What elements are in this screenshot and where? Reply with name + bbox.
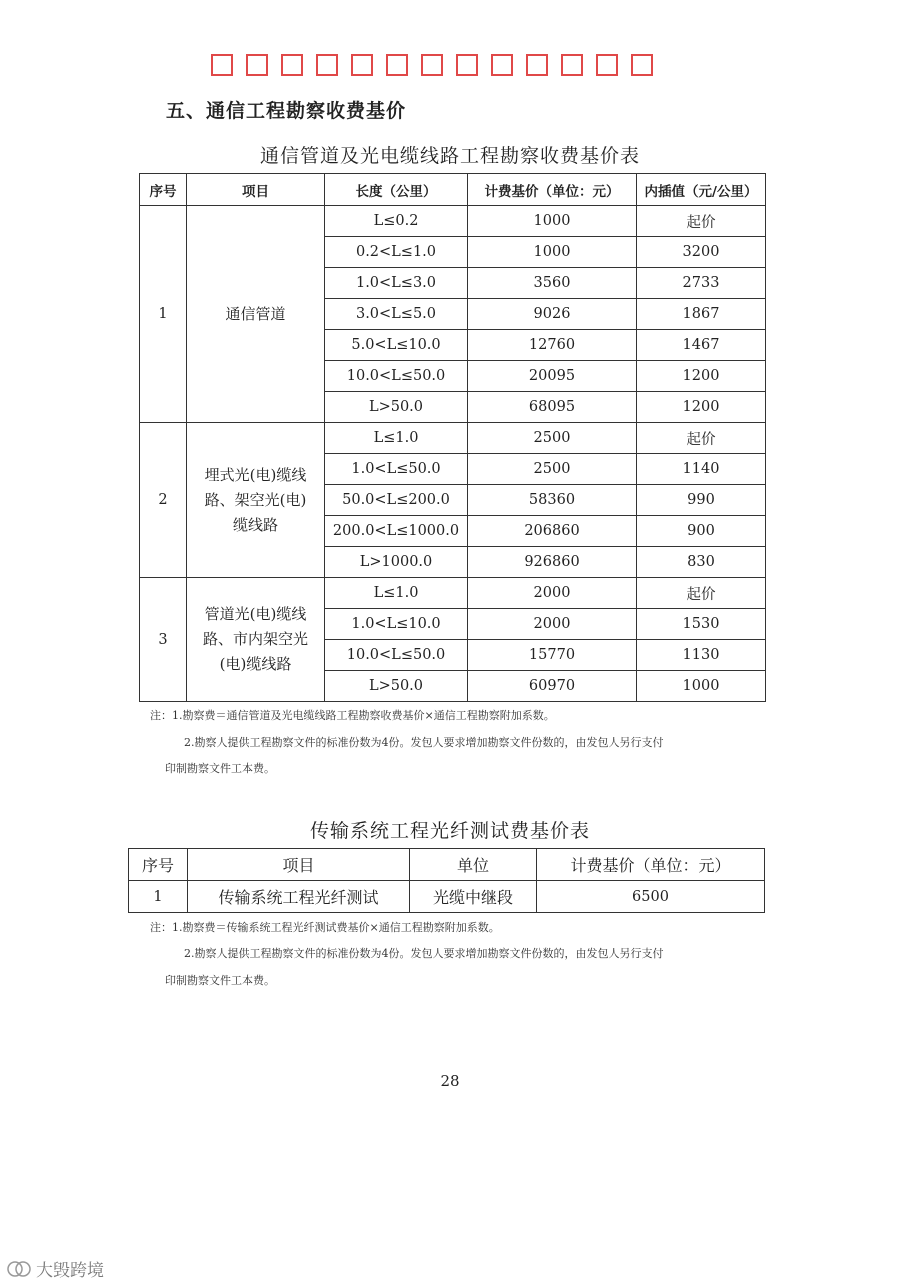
table-row — [140, 206, 766, 237]
cell-length: L≤1.0 — [325, 423, 468, 454]
cell-interp: 830 — [637, 547, 766, 578]
cell-interp: 1867 — [637, 299, 766, 330]
cell-length: 50.0<L≤200.0 — [325, 485, 468, 516]
table2-header-price: 计费基价（单位：元） — [537, 849, 765, 881]
red-stamp-boxes — [211, 54, 653, 76]
group-item — [187, 578, 325, 702]
cell-price: 2500 — [468, 454, 637, 485]
group-item-line: 缆线路 — [232, 515, 278, 534]
stamp-box — [281, 54, 303, 76]
stamp-box — [316, 54, 338, 76]
group-item — [187, 206, 325, 423]
table2-price: 6500 — [537, 881, 765, 913]
watermark — [6, 1256, 104, 1281]
cell-length: L>1000.0 — [325, 547, 468, 578]
stamp-box — [211, 54, 233, 76]
group-item — [187, 423, 325, 578]
cell-length: L>50.0 — [325, 671, 468, 702]
cell-length: 10.0<L≤50.0 — [325, 640, 468, 671]
cell-price: 60970 — [468, 671, 637, 702]
table-row — [129, 881, 765, 913]
group-item-line: 埋式光(电)缆线 — [204, 465, 307, 484]
table2-unit: 光缆中继段 — [410, 881, 537, 913]
group-seq: 1 — [140, 206, 187, 423]
cell-price: 206860 — [468, 516, 637, 547]
cell-interp: 1530 — [637, 609, 766, 640]
table2-item: 传输系统工程光纤测试 — [188, 881, 410, 913]
group-seq: 2 — [140, 423, 187, 578]
fiber-test-fee-table — [128, 848, 765, 913]
stamp-box — [526, 54, 548, 76]
stamp-box — [421, 54, 443, 76]
cell-length: 200.0<L≤1000.0 — [325, 516, 468, 547]
cell-interp: 1200 — [637, 361, 766, 392]
cell-price: 58360 — [468, 485, 637, 516]
table2-note-2-cont: 印制勘察文件工本费。 — [165, 974, 275, 987]
cell-interp: 起价 — [637, 578, 766, 609]
cell-price: 1000 — [468, 237, 637, 268]
group-item-line: 管道光(电)缆线 — [204, 605, 307, 623]
table1-header-interp: 内插值（元/公里） — [637, 174, 766, 206]
table-row — [140, 578, 766, 609]
cell-price: 15770 — [468, 640, 637, 671]
cell-price: 2500 — [468, 423, 637, 454]
stamp-box — [631, 54, 653, 76]
stamp-box — [456, 54, 478, 76]
stamp-box — [561, 54, 583, 76]
section-heading: 五、通信工程勘察收费基价 — [166, 100, 407, 122]
cell-price: 926860 — [468, 547, 637, 578]
stamp-box — [596, 54, 618, 76]
cell-interp: 1130 — [637, 640, 766, 671]
group-item-line: (电)缆线路 — [219, 655, 292, 673]
cell-length: 5.0<L≤10.0 — [325, 330, 468, 361]
cell-length: 3.0<L≤5.0 — [325, 299, 468, 330]
cell-interp: 990 — [637, 485, 766, 516]
cell-length: 0.2<L≤1.0 — [325, 237, 468, 268]
group-item-line: 路、市内架空光 — [202, 630, 308, 648]
cell-price: 20095 — [468, 361, 637, 392]
cell-price: 68095 — [468, 392, 637, 423]
cell-interp: 900 — [637, 516, 766, 547]
table1-note-1: 注：1.勘察费＝通信管道及光电缆线路工程勘察收费基价×通信工程勘察附加系数。 — [150, 709, 555, 722]
table1-header-price: 计费基价（单位：元） — [468, 174, 637, 206]
stamp-box — [246, 54, 268, 76]
table1-header-item: 项目 — [187, 174, 325, 206]
cell-price: 3560 — [468, 268, 637, 299]
cell-length: 1.0<L≤10.0 — [325, 609, 468, 640]
table1-note-2-cont: 印制勘察文件工本费。 — [165, 762, 275, 775]
cell-interp: 2733 — [637, 268, 766, 299]
table2-seq: 1 — [129, 881, 188, 913]
group-item-line: 通信管道 — [225, 304, 286, 323]
stamp-box — [386, 54, 408, 76]
group-item-line: 路、架空光(电) — [204, 490, 307, 509]
table1-note-2: 2.勘察人提供工程勘察文件的标准份数为4份。发包人要求增加勘察文件份数的，由发包人另行支付 — [184, 736, 664, 749]
cell-price: 1000 — [468, 206, 637, 237]
cell-price: 2000 — [468, 578, 637, 609]
table1-header-length: 长度（公里） — [325, 174, 468, 206]
table2-header-item: 项目 — [188, 849, 410, 881]
cell-interp: 1200 — [637, 392, 766, 423]
cell-length: L>50.0 — [325, 392, 468, 423]
cell-length: 1.0<L≤50.0 — [325, 454, 468, 485]
stamp-box — [351, 54, 373, 76]
cell-length: L≤0.2 — [325, 206, 468, 237]
cell-price: 12760 — [468, 330, 637, 361]
group-seq: 3 — [140, 578, 187, 702]
watermark-text: 大毁跨境 — [36, 1261, 104, 1281]
cell-length: 10.0<L≤50.0 — [325, 361, 468, 392]
table2-note-2: 2.勘察人提供工程勘察文件的标准份数为4份。发包人要求增加勘察文件份数的，由发包人另行支付 — [184, 947, 664, 960]
table2-header-seq: 序号 — [129, 849, 188, 881]
table2-title: 传输系统工程光纤测试费基价表 — [309, 820, 590, 842]
table-row — [140, 423, 766, 454]
cell-length: L≤1.0 — [325, 578, 468, 609]
table1-title: 通信管道及光电缆线路工程勘察收费基价表 — [259, 145, 640, 167]
table1-header-row — [140, 174, 766, 206]
watermark-logo-icon — [6, 1260, 32, 1278]
cell-interp: 起价 — [637, 423, 766, 454]
cell-price: 9026 — [468, 299, 637, 330]
table2-header-row — [129, 849, 765, 881]
table1-header-seq: 序号 — [140, 174, 187, 206]
cell-length: 1.0<L≤3.0 — [325, 268, 468, 299]
cell-interp: 1467 — [637, 330, 766, 361]
cell-price: 2000 — [468, 609, 637, 640]
cell-interp: 起价 — [637, 206, 766, 237]
page-number: 28 — [440, 1072, 460, 1090]
stamp-box — [491, 54, 513, 76]
table2-note-1: 注：1.勘察费＝传输系统工程光纤测试费基价×通信工程勘察附加系数。 — [150, 921, 500, 934]
cell-interp: 1000 — [637, 671, 766, 702]
table2-header-unit: 单位 — [410, 849, 537, 881]
cell-interp: 3200 — [637, 237, 766, 268]
survey-fee-table — [139, 173, 766, 702]
cell-interp: 1140 — [637, 454, 766, 485]
